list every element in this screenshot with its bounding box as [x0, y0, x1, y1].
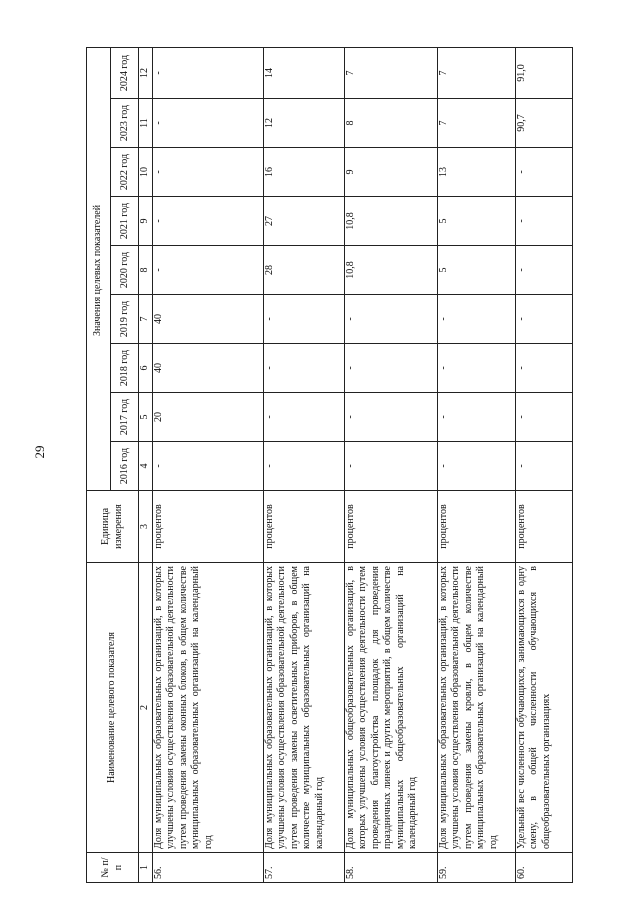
column-number: 11	[139, 99, 153, 148]
table-row	[263, 47, 344, 882]
value-cell: -	[515, 246, 572, 295]
row-index: 57.	[263, 853, 344, 883]
column-numbers-row	[139, 47, 153, 882]
value-cell: 14	[263, 47, 344, 98]
header-year: 2024 год	[111, 47, 139, 98]
value-cell: 10,8	[344, 197, 437, 246]
header-year: 2017 год	[111, 393, 139, 442]
header-name: Наименование целевого показателя	[87, 563, 139, 853]
column-number: 5	[139, 393, 153, 442]
value-cell: -	[152, 246, 263, 295]
row-index: 58.	[344, 853, 437, 883]
indicator-name: Доля муниципальных общеобразовательных организаций, в которых улучшены условия осуществления деятельности путем проведения благоустройства площадок для проведения праздничных линеек и других мероприятий, в общем количестве муниципальных общеобразовательных организаций на календарный год	[344, 563, 437, 853]
value-cell: -	[263, 344, 344, 393]
value-cell: -	[437, 344, 515, 393]
table-row	[344, 47, 437, 882]
value-cell: 10,8	[344, 246, 437, 295]
header-year: 2020 год	[111, 246, 139, 295]
value-cell: -	[437, 442, 515, 491]
value-cell: -	[515, 148, 572, 197]
value-cell: -	[263, 393, 344, 442]
value-cell: 16	[263, 148, 344, 197]
table-row	[437, 47, 515, 882]
value-cell: -	[344, 442, 437, 491]
column-number: 1	[139, 853, 153, 883]
row-index: 60.	[515, 853, 572, 883]
indicator-name: Доля муниципальных образовательных организаций, в которых улучшены условия осуществления образовательной деятельности путем проведения замены оконных блоков, в общем количестве муниципальных образовательных организаций на календарный год	[152, 563, 263, 853]
value-cell: -	[344, 295, 437, 344]
value-cell: -	[437, 393, 515, 442]
unit-cell: процентов	[263, 491, 344, 563]
header-year: 2016 год	[111, 442, 139, 491]
value-cell: -	[263, 295, 344, 344]
header-values: Значения целевых показателей	[87, 47, 111, 490]
table-row	[152, 47, 263, 882]
value-cell: 9	[344, 148, 437, 197]
header-unit: Единица измерения	[87, 491, 139, 563]
value-cell: 7	[344, 47, 437, 98]
value-cell: 5	[437, 197, 515, 246]
value-cell: 90,7	[515, 99, 572, 148]
value-cell: 13	[437, 148, 515, 197]
value-cell: -	[515, 393, 572, 442]
column-number: 7	[139, 295, 153, 344]
column-number: 6	[139, 344, 153, 393]
table-row	[515, 47, 572, 882]
value-cell: -	[437, 295, 515, 344]
unit-cell: процентов	[437, 491, 515, 563]
value-cell: 5	[437, 246, 515, 295]
unit-cell: процентов	[152, 491, 263, 563]
value-cell: -	[515, 197, 572, 246]
value-cell: 40	[152, 344, 263, 393]
unit-cell: процентов	[515, 491, 572, 563]
value-cell: -	[263, 442, 344, 491]
target-indicators-table	[86, 47, 573, 883]
value-cell: 7	[437, 47, 515, 98]
value-cell: 28	[263, 246, 344, 295]
value-cell: -	[344, 344, 437, 393]
value-cell: 7	[437, 99, 515, 148]
header-year: 2018 год	[111, 344, 139, 393]
indicator-name: Доля муниципальных образовательных организаций, в которых улучшены условия осуществления образовательной деятельности путем проведения замены кровли, в общем количестве муниципальных образовательных организаций на календарный год	[437, 563, 515, 853]
value-cell: -	[152, 148, 263, 197]
column-number: 8	[139, 246, 153, 295]
value-cell: -	[344, 393, 437, 442]
value-cell: 20	[152, 393, 263, 442]
value-cell: -	[515, 295, 572, 344]
rotated-page	[86, 48, 586, 883]
column-number: 9	[139, 197, 153, 246]
row-index: 59.	[437, 853, 515, 883]
row-index: 56.	[152, 853, 263, 883]
column-number: 4	[139, 442, 153, 491]
value-cell: 8	[344, 99, 437, 148]
indicator-name: Удельный вес численности обучающихся, занимающихся в одну смену, в общей численности обучающихся в общеобразовательных организациях	[515, 563, 572, 853]
header-year: 2021 год	[111, 197, 139, 246]
page-number: 29	[32, 445, 47, 459]
column-number: 3	[139, 491, 153, 563]
value-cell: 40	[152, 295, 263, 344]
value-cell: 91,0	[515, 47, 572, 98]
value-cell: -	[152, 197, 263, 246]
column-number: 10	[139, 148, 153, 197]
value-cell: -	[152, 99, 263, 148]
value-cell: -	[152, 442, 263, 491]
column-number: 12	[139, 47, 153, 98]
header-num: № п/п	[87, 853, 139, 883]
header-year: 2022 год	[111, 148, 139, 197]
column-number: 2	[139, 563, 153, 853]
indicator-name: Доля муниципальных образовательных организаций, в которых улучшены условия осуществления образовательной деятельности путем проведения замены осветительных приборов, в общем количестве муниципальных образовательных организаций на календарный год	[263, 563, 344, 853]
header-year: 2023 год	[111, 99, 139, 148]
header-year: 2019 год	[111, 295, 139, 344]
value-cell: -	[152, 47, 263, 98]
value-cell: 27	[263, 197, 344, 246]
value-cell: -	[515, 344, 572, 393]
unit-cell: процентов	[344, 491, 437, 563]
value-cell: 12	[263, 99, 344, 148]
value-cell: -	[515, 442, 572, 491]
